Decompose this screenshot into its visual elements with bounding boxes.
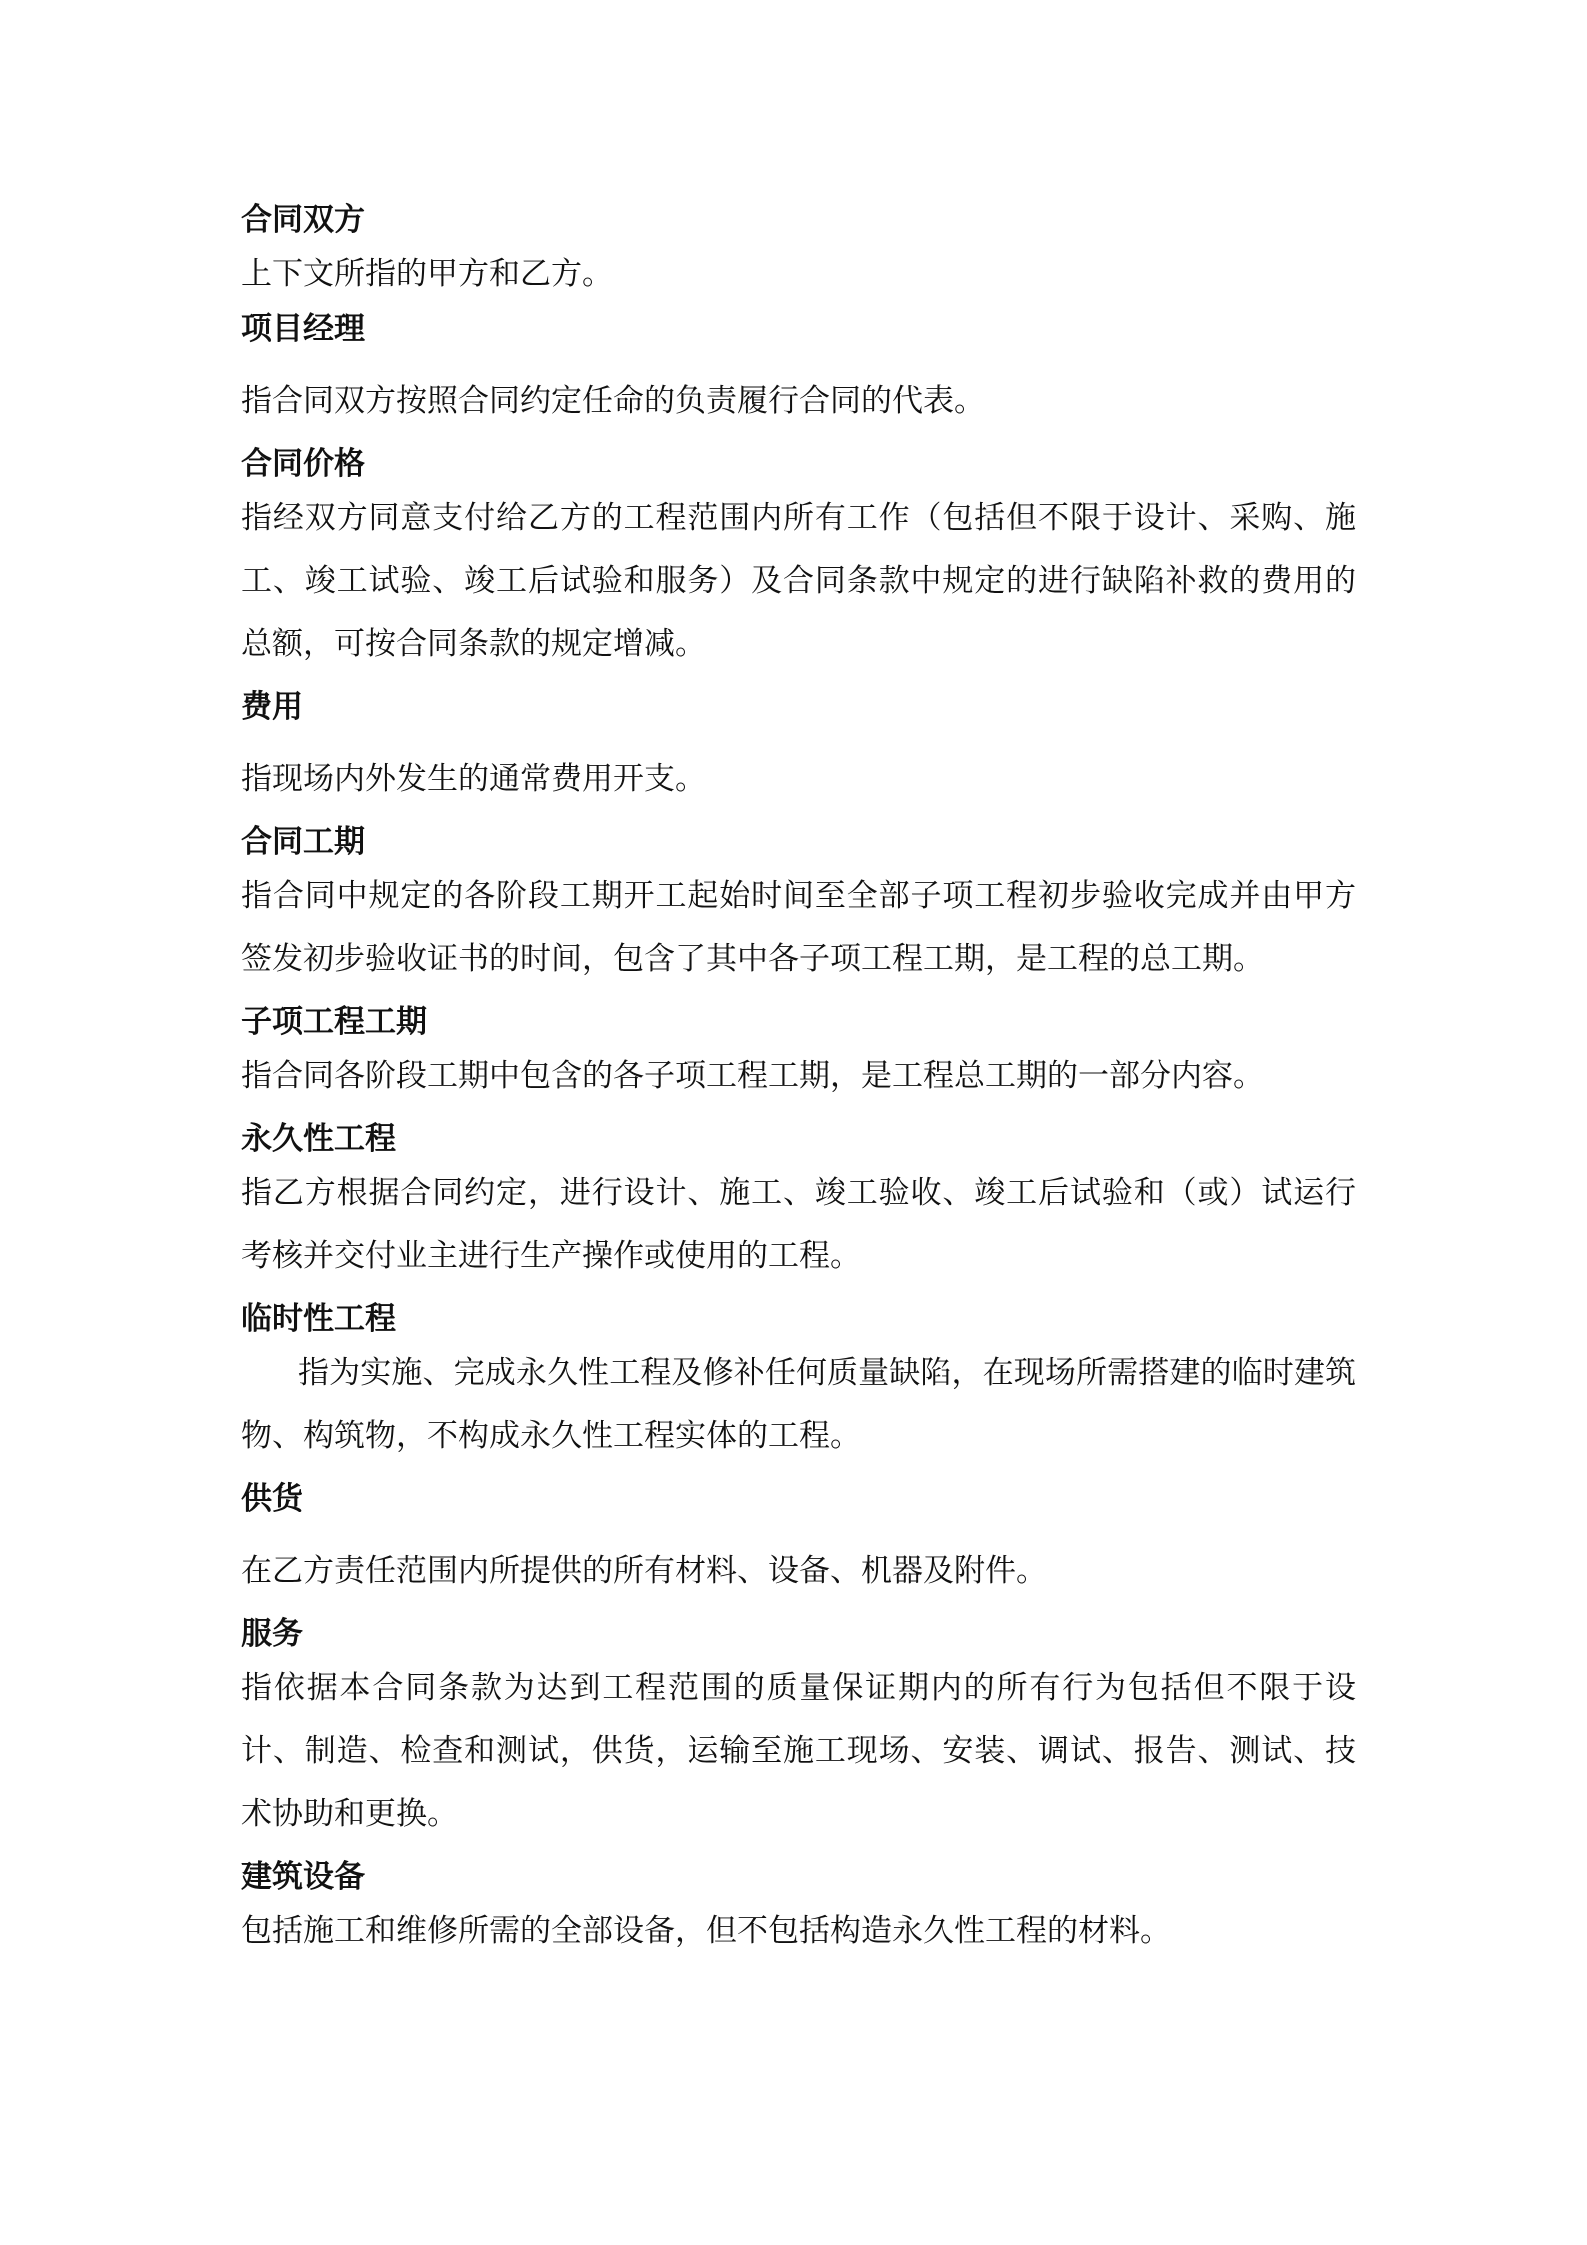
term-heading: 建筑设备 xyxy=(241,1859,365,1895)
term-heading: 合同工期 xyxy=(241,824,365,860)
term-definition: 指合同双方按照合同约定任命的负责履行合同的代表。 xyxy=(241,383,985,419)
term-heading: 合同价格 xyxy=(241,446,365,482)
term-definition: 指经双方同意支付给乙方的工程范围内所有工作（包括但不限于设计、采购、施工、竣工试验、竣工后试验和服务）及合同条款中规定的进行缺陷补救的费用的总额，可按合同条款的规定增减。 xyxy=(241,500,1356,662)
term-heading: 永久性工程 xyxy=(241,1121,396,1157)
term-heading: 合同双方 xyxy=(241,202,365,238)
term-definition: 指合同各阶段工期中包含的各子项工程工期，是工程总工期的一部分内容。 xyxy=(241,1058,1264,1094)
term-definition: 指依据本合同条款为达到工程范围的质量保证期内的所有行为包括但不限于设计、制造、检查和测试，供货，运输至施工现场、安装、调试、报告、测试、技术协助和更换。 xyxy=(241,1670,1356,1832)
term-definition: 上下文所指的甲方和乙方。 xyxy=(241,256,613,292)
term-definition: 指为实施、完成永久性工程及修补任何质量缺陷，在现场所需搭建的临时建筑物、构筑物，不构成永久性工程实体的工程。 xyxy=(241,1355,1356,1454)
term-heading: 子项工程工期 xyxy=(241,1004,427,1040)
term-definition: 在乙方责任范围内所提供的所有材料、设备、机器及附件。 xyxy=(241,1553,1047,1589)
term-heading: 供货 xyxy=(241,1481,303,1517)
term-definition: 包括施工和维修所需的全部设备，但不包括构造永久性工程的材料。 xyxy=(241,1913,1171,1949)
term-heading: 临时性工程 xyxy=(241,1301,396,1337)
term-heading: 项目经理 xyxy=(241,311,365,347)
term-definition: 指合同中规定的各阶段工期开工起始时间至全部子项工程初步验收完成并由甲方签发初步验收证书的时间，包含了其中各子项工程工期，是工程的总工期。 xyxy=(241,878,1356,977)
definitions-list xyxy=(241,197,1356,1963)
term-heading: 服务 xyxy=(241,1616,303,1652)
term-definition: 指现场内外发生的通常费用开支。 xyxy=(241,761,706,797)
term-definition: 指乙方根据合同约定，进行设计、施工、竣工验收、竣工后试验和（或）试运行考核并交付业主进行生产操作或使用的工程。 xyxy=(241,1175,1356,1274)
term-heading: 费用 xyxy=(241,689,303,725)
